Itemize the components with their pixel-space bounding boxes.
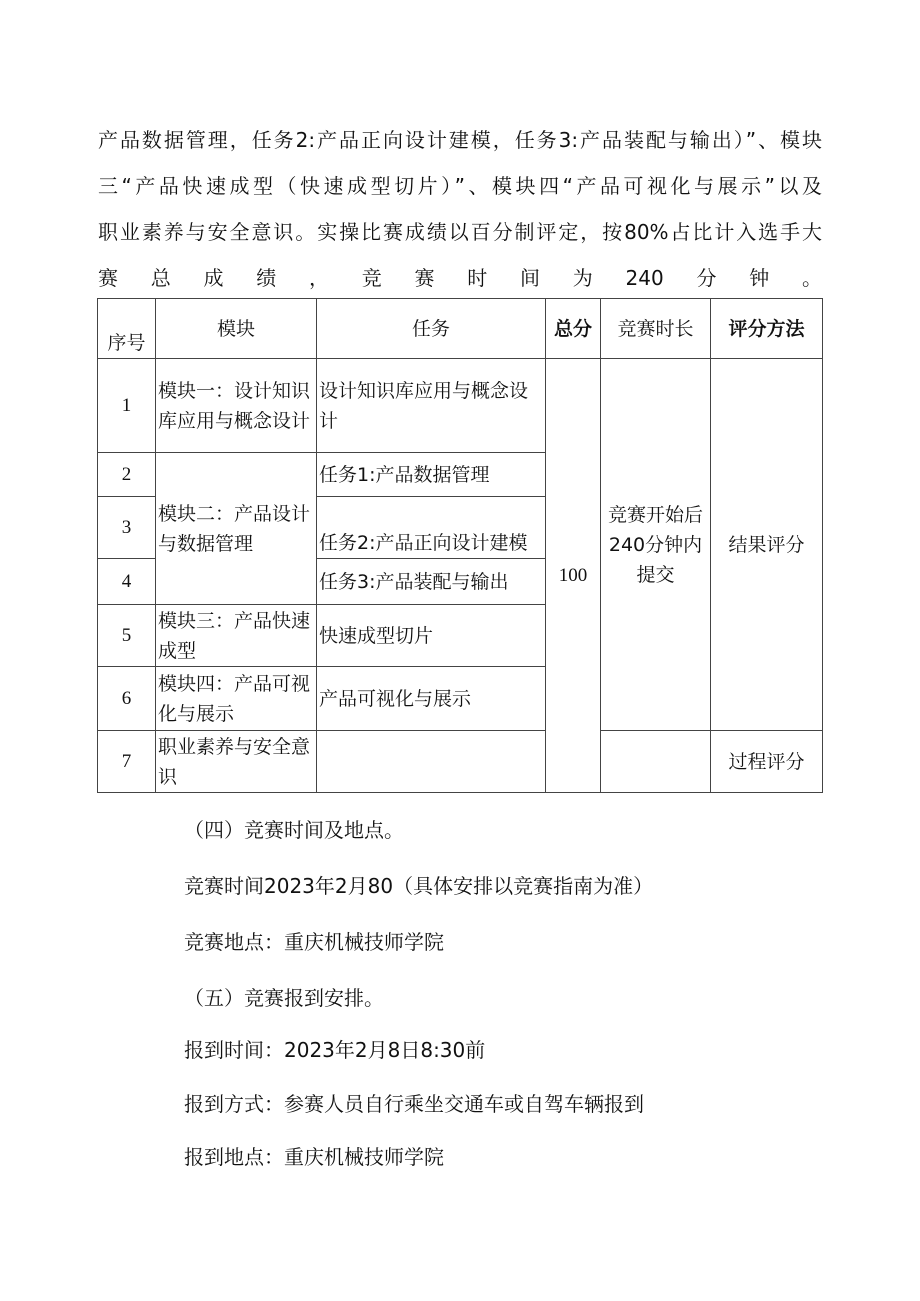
table-header-row [98, 299, 823, 359]
section-5-heading: （五）竞赛报到安排。 [184, 986, 384, 1010]
row-seq: 1 [98, 359, 156, 453]
header-seq: 序号 [98, 299, 156, 359]
intro-line-2: 三“产品快速成型（快速成型切片）”、模块四“产品可视化与展示”以及 [98, 174, 822, 198]
duration-cell: 竞赛开始后240分钟内提交 [601, 359, 711, 731]
method-cell: 结果评分 [711, 359, 823, 731]
row-seq: 6 [98, 667, 156, 731]
table-row [98, 359, 823, 453]
header-task: 任务 [317, 299, 546, 359]
competition-table [97, 298, 823, 793]
row-task: 任务3:产品装配与输出 [317, 559, 546, 605]
row-task: 快速成型切片 [317, 605, 546, 667]
row-seq: 7 [98, 731, 156, 793]
intro-line-1: 产品数据管理，任务2:产品正向设计建模，任务3:产品装配与输出）”、模块 [98, 128, 822, 152]
row-seq: 2 [98, 453, 156, 497]
header-duration: 竞赛时长 [601, 299, 711, 359]
intro-line-4: 赛总成绩，竞赛时间为240分钟。 [98, 266, 822, 290]
row-module: 模块一：设计知识库应用与概念设计 [156, 359, 317, 453]
row-task: 任务1:产品数据管理 [317, 453, 546, 497]
row-task: 设计知识库应用与概念设计 [317, 359, 546, 453]
row-task: 任务2:产品正向设计建模 [317, 497, 546, 559]
header-module: 模块 [156, 299, 317, 359]
checkin-place: 报到地点：重庆机械技师学院 [184, 1145, 444, 1169]
total-score-cell: 100 [546, 359, 601, 793]
checkin-method: 报到方式：参赛人员自行乘坐交通车或自驾车辆报到 [184, 1092, 644, 1116]
table-row [98, 731, 823, 793]
row-task [317, 731, 546, 793]
module-2-cell: 模块二：产品设计与数据管理 [156, 453, 317, 605]
checkin-time: 报到时间：2023年2月8日8:30前 [184, 1038, 486, 1062]
row-module: 模块四：产品可视化与展示 [156, 667, 317, 731]
row-seq: 5 [98, 605, 156, 667]
row-module: 职业素养与安全意识 [156, 731, 317, 793]
competition-place: 竞赛地点：重庆机械技师学院 [184, 930, 444, 954]
row-method: 过程评分 [711, 731, 823, 793]
header-total: 总分 [546, 299, 601, 359]
intro-line-3: 职业素养与安全意识。实操比赛成绩以百分制评定，按80%占比计入选手大 [98, 220, 822, 244]
row-module: 模块三：产品快速成型 [156, 605, 317, 667]
row-duration [601, 731, 711, 793]
row-seq: 3 [98, 497, 156, 559]
competition-time: 竞赛时间2023年2月80（具体安排以竞赛指南为准） [184, 874, 654, 898]
section-4-heading: （四）竞赛时间及地点。 [184, 818, 404, 842]
header-method: 评分方法 [711, 299, 823, 359]
row-task: 产品可视化与展示 [317, 667, 546, 731]
row-seq: 4 [98, 559, 156, 605]
